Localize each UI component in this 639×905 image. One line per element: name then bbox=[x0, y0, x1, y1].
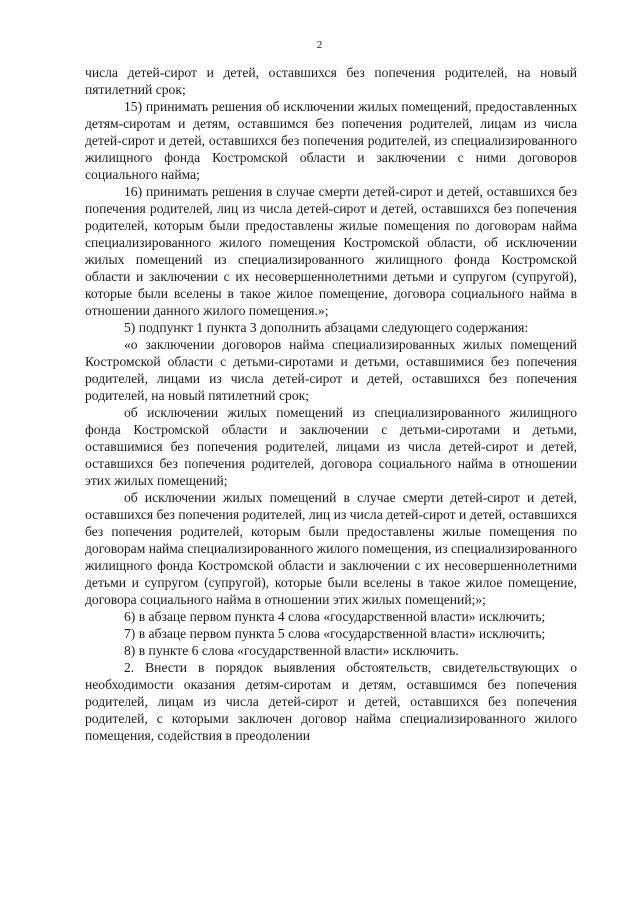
paragraph: числа детей-сирот и детей, оставшихся без попечения родителей, на новый пятилетний срок; bbox=[85, 65, 577, 97]
paragraph: 6) в абзаце первом пункта 4 слова «государственной власти» исключить; bbox=[124, 609, 546, 624]
paragraph: об исключении жилых помещений из специализированного жилищного фонда Костромской области и заключении с детьми-сиротами и детьми, оставшимися без попечения родителей, лицами из числа детей-сирот и детей, оставшихся без попечения родителей, договора социального найма в отношении этих жилых помещений; bbox=[85, 405, 577, 488]
paragraph: 8) в пункте 6 слова «государственной власти» исключить. bbox=[124, 643, 459, 658]
document-body bbox=[85, 64, 577, 744]
paragraph: 16) принимать решения в случае смерти детей-сирот и детей, оставшихся без попечения родителей, лиц из числа детей-сирот и детей, оставшихся без попечения родителей, которым были предоставлены жилые помещения по договорам найма специализированного жилого помещения Костромской области, об исключении жилых помещений из специализированного жилищного фонда Костромской области и заключении с их несовершеннолетними детьми и супругом (супругой), которые были вселены в такое жилое помещение, договора социального найма в отношении данного жилого помещения.»; bbox=[85, 184, 577, 318]
paragraph: 7) в абзаце первом пункта 5 слова «государственной власти» исключить; bbox=[124, 626, 546, 641]
paragraph: об исключении жилых помещений в случае смерти детей-сирот и детей, оставшихся без попечения родителей, лиц из числа детей-сирот и детей, оставшихся без попечения родителей, которым были предоставлены жилые помещения по договорам найма специализированного жилого помещения, из специализированного жилищного фонда Костромской области и заключении с их несовершеннолетними детьми и супругом (супругой), которые были вселены в такое жилое помещение, договора социального найма в отношении этих жилых помещений;»; bbox=[85, 490, 577, 607]
page-number: 2 bbox=[316, 39, 323, 51]
paragraph: 2. Внести в порядок выявления обстоятельств, свидетельствующих о необходимости оказания детям-сиротам и детям, оставшимся без попечения родителей, лицам из числа детей-сирот и детей, оставшихся без попечения родителей, с которыми заключен договор найма специализированного жилого помещения, содействия в преодолении bbox=[85, 660, 577, 743]
paragraph: «о заключении договоров найма специализированных жилых помещений Костромской области с детьми-сиротами и детьми, оставшимися без попечения родителей, лицами из числа детей-сирот и детей, оставшихся без попечения родителей, на новый пятилетний срок; bbox=[85, 337, 577, 403]
paragraph: 5) подпункт 1 пункта 3 дополнить абзацами следующего содержания: bbox=[124, 320, 529, 335]
paragraph: 15) принимать решения об исключении жилых помещений, предоставленных детям-сиротам и детям, оставшимся без попечения родителей, лицам из числа детей-сирот и детей, оставшихся без попечения родителей, из специализированного жилищного фонда Костромской области и заключении с ними договоров социального найма; bbox=[85, 99, 577, 182]
